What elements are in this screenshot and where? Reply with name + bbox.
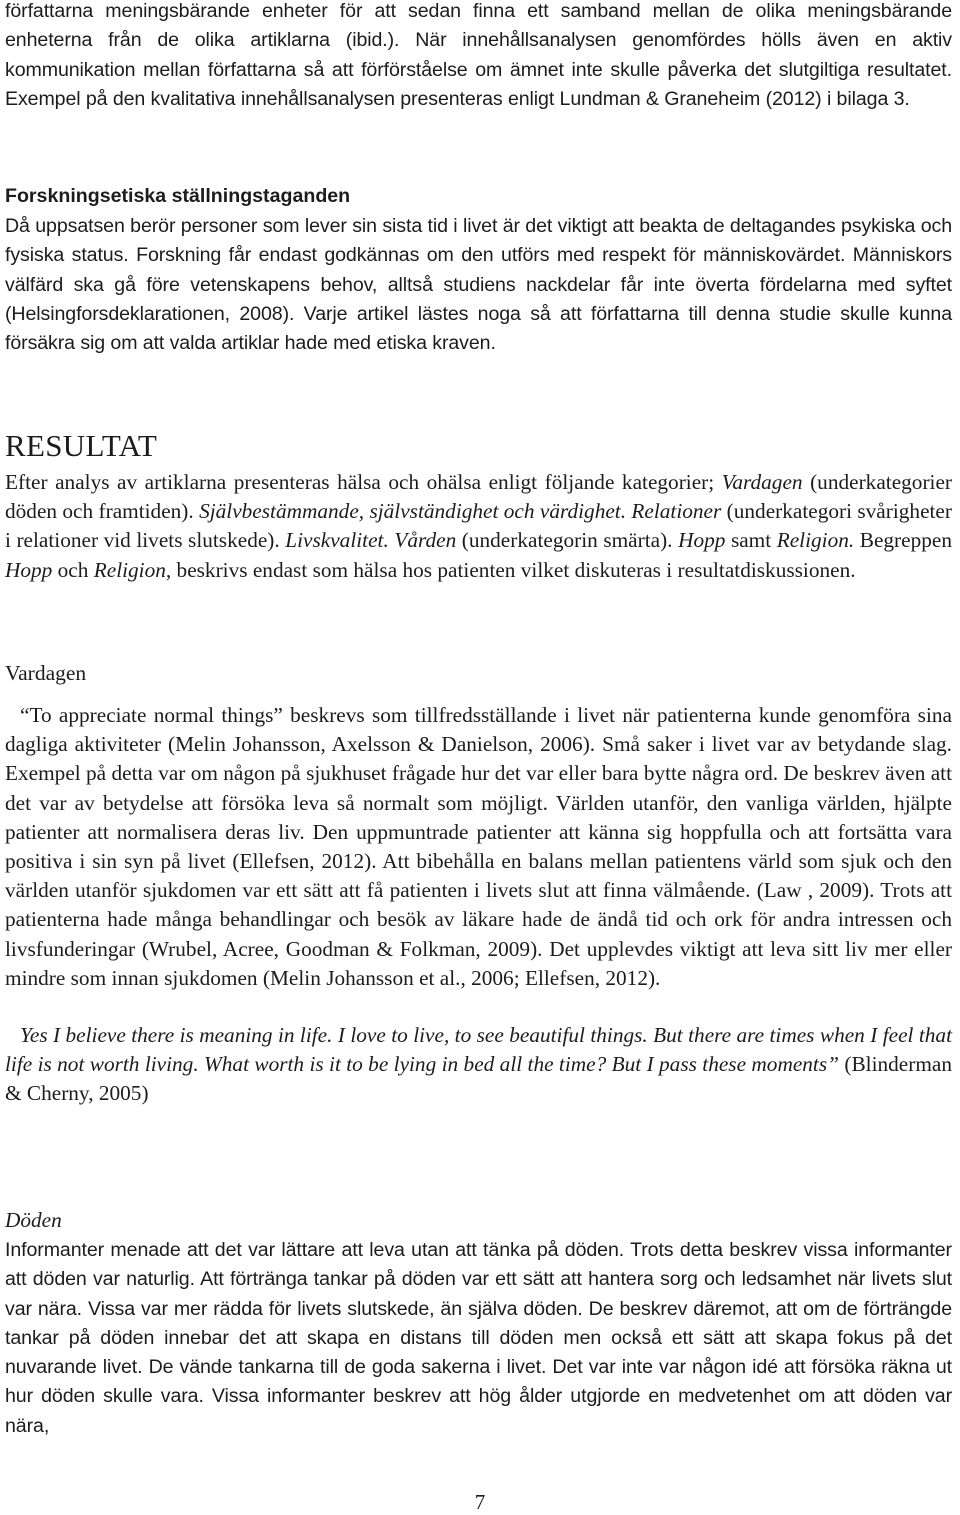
page-number: 7 (474, 1490, 486, 1514)
everyday-quote (5, 1021, 952, 1109)
result-text: samt (730, 528, 772, 553)
result-text: Begreppen (859, 528, 952, 553)
category-vardagen: Vardagen (721, 470, 803, 494)
ethics-paragraph: Då uppsatsen berör personer som lever sin sista tid i livet är det viktigt att beakta de deltagandes psykiska och fysiska status. Forskning får endast godkännas om den utförs med respekt för människovärdet. Människors välfärd ska gå före vetenskapens behov, alltså studiens nackdelar får inte överta fördelarna med syftet (Helsingforsdeklarationen, 2008). Varje artikel lästes noga så att författarna till denna studie skulle kunna försäkra sig om att valda artiklar hade med etiska kraven. (5, 215, 952, 355)
category-hopp: Hopp (678, 528, 726, 553)
result-text: (underkategori svårigheter i relationer vid livets slutskede). (5, 499, 952, 553)
category-livskvalitet: Livskvalitet. (285, 528, 389, 553)
death-paragraph: Informanter menade att det var lättare att leva utan att tänka på döden. Trots detta beskrev vissa informanter att döden var naturlig. Att förtränga tankar på döden var ett sätt att hantera sorg och ledsamhet när livets slut var nära. Vissa var mer rädda för livets slutskede, än själva döden. De beskrev däremot, att om de förträngde tankar på döden innebar det att skapa en distans till döden men också ett sätt att skapa fokus på det nuvarande livet. De vände tankarna till de goda sakerna i livet. Det var inte var någon idé att försöka räkna ut hur döden skulle vara. Vissa informanter beskrev att hög ålder utgjorde en medvetenhet om att döden var nära, (5, 1239, 952, 1437)
category-sjalvbestammande: Självbestämmande, självständighet och värdighet. (199, 499, 627, 524)
ethics-heading: Forskningsetiska ställningstaganden (5, 185, 351, 207)
intro-section (5, 0, 952, 114)
result-heading: RESULTAT (5, 428, 158, 463)
ethics-section (5, 182, 952, 358)
result-text: beskrivs endast som hälsa hos patienten vilket diskuteras i resultatdiskussionen. (176, 557, 856, 582)
intro-paragraph: författarna meningsbärande enheter för att sedan finna ett samband mellan de olika meningsbärande enheterna från de olika artiklarna (ibid.). När innehållsanalysen genomfördes hölls även en aktiv kommunikation mellan författarna så att förförståelse om ämnet inte skulle påverka det slutgiltiga resultatet. Exempel på den kvalitativa innehållsanalysen presenteras enligt Lundman & Graneheim (2012) i bilaga 3. (5, 0, 952, 110)
death-heading: Döden (5, 1208, 62, 1232)
result-text: och (57, 557, 89, 582)
category-relationer: Relationer (631, 499, 722, 524)
everyday-heading: Vardagen (5, 661, 87, 685)
result-text: Efter analys av artiklarna presenteras hälsa och ohälsa enligt följande kategorier; (5, 470, 715, 494)
death-section (5, 1206, 952, 1441)
category-varden: Vården (394, 528, 457, 553)
result-text: (underkategorin smärta). (461, 528, 673, 553)
everyday-paragraph: “To appreciate normal things” beskrevs som tillfredsställande i livet när patienterna kunde genomföra sina dagliga aktiviteter (Melin Johansson, Axelsson & Danielson, 2006). Små saker i livet var av betydande slag. Exempel på detta var om någon på sjukhuset frågade hur det var eller bara bytte några ord. De beskrev även att det var av betydelse att försöka leva så normalt som möjligt. Världen utanför, den vanliga världen, hjälpte patienter att normalisera deras liv. Den uppmuntrade patienter att känna sig hoppfulla och att fortsätta vara positiva i sin syn på livet (Ellefsen, 2012). Att bibehålla en balans mellan patientens värld som sjuk och den världen utanför sjukdomen var ett sätt att få patienten i livets slut att finna välmående. (Law , 2009). Trots att patienterna hade många behandlingar och besök av läkare hade de ändå tid och ork för andra intressen och livsfunderingar (Wrubel, Acree, Goodman & Folkman, 2009). Det upplevdes viktigt att leva sitt liv mer eller mindre som innan sjukdomen (Melin Johansson et al., 2006; Ellefsen, 2012). (5, 703, 952, 990)
quote-reference: (Blinderman & Cherny, 2005) (5, 1052, 953, 1106)
result-text: (underkategorier döden och framtiden). (5, 470, 952, 524)
category-religion-ref: Religion, (93, 557, 172, 582)
everyday-section (5, 659, 952, 1109)
quote-text: Yes I believe there is meaning in life. I love to live, to see beautiful things. But there are times when I feel that life is not worth living. What worth is it to be lying in bed all the time? But I pass these moments” (5, 1023, 952, 1077)
result-section (5, 428, 952, 585)
result-paragraph (5, 468, 952, 585)
category-religion: Religion. (776, 528, 855, 553)
category-hopp-ref: Hopp (5, 557, 53, 582)
